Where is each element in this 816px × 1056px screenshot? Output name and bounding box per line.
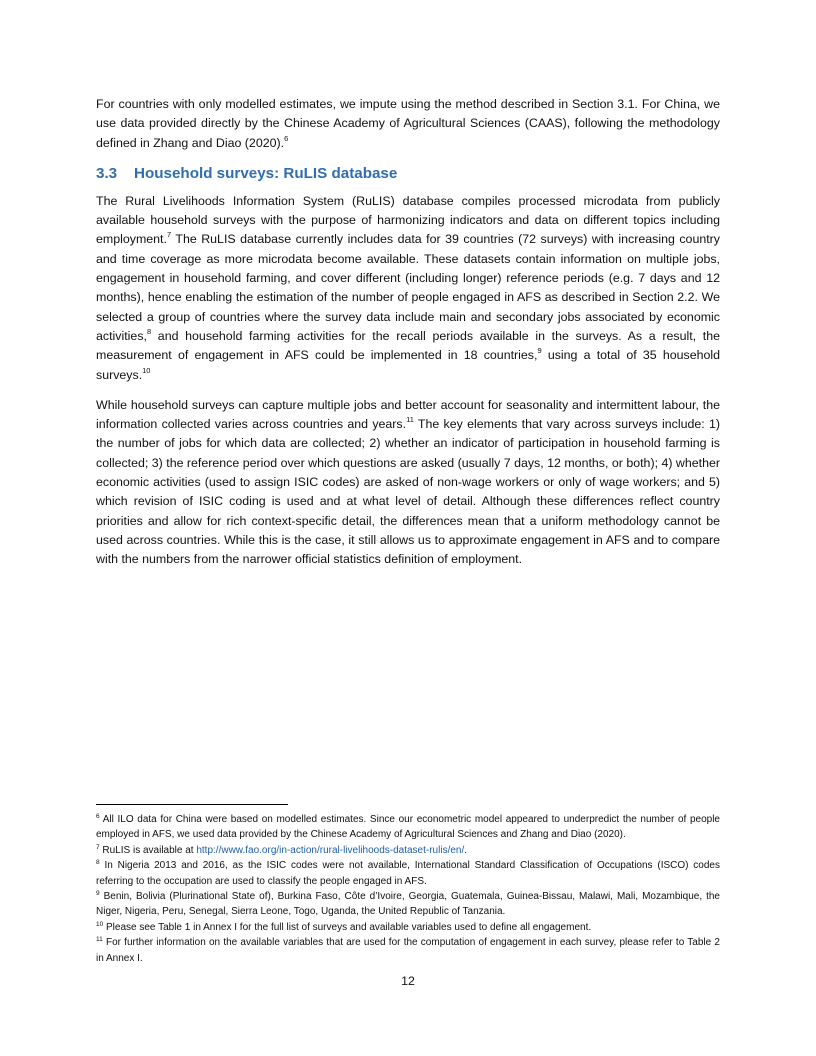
section-title: Household surveys: RuLIS database	[134, 164, 398, 182]
paragraph-china-imputation: For countries with only modelled estimates, we impute using the method described in Section 3.1. For China, we use data provided directly by the Chinese Academy of Agricultural Sciences (CAAS), following the methodology defined in Zhang and Diao (2020).$^6$	[96, 97, 720, 150]
footnote-6: $^6$ All ILO data for China were based on modelled estimates. Since our econometric model appeared to underpredict the number of people employed in AFS, we used data provided by the Chinese Academy of Agricultural Sciences and Zhang and Diao (2020).	[96, 813, 720, 841]
paragraph-survey-variation: While household surveys can capture multiple jobs and better account for seasonality and intermittent labour, the information collected varies across countries and years.$^{11}$ The key elements that vary across surveys include: 1) the number of jobs for which data are collected; 2) whether an indicator of participation in household farming is collected; 3) the reference period over which questions are asked (usually 7 days, 12 months, or both); 4) whether economic activities (used to assign ISIC codes) are asked of non-wage workers or only of wage workers; and 5) which revision of ISIC coding is used and at what level of detail. Although these differences reflect country priorities and allow for rich context-specific detail, the differences mean that a uniform methodology cannot be used across countries. While this is the case, it still allows us to approximate engagement in AFS and to compare with the numbers from the narrower official statistics definition of employment.	[96, 397, 720, 567]
footnote-ref-9[interactable]: 9	[537, 346, 542, 356]
footnote-9: $^9$ Benin, Bolivia (Plurinational State of), Burkina Faso, Côte d’Ivoire, Georgia, Guatemala, Guinea-Bissau, Malawi, Mali, Mozambique, the Niger, Nigeria, Peru, Senegal, Sierra Leone, Togo, Uganda, the United Republic of Tanzania.	[96, 890, 720, 918]
section-heading	[96, 164, 720, 184]
footnote-7: $^7$ RuLIS is available at http://www.fao.org/in-action/rural-livelihoods-dataset-rulis/en/.	[96, 843, 468, 856]
footnote-ref-7[interactable]: 7	[166, 230, 172, 240]
footnote-8: $^8$ In Nigeria 2013 and 2016, as the ISIC codes were not available, International Standard Classification of Occupations (ISCO) codes referring to the occupation are used to classify the people engaged in AFS.	[96, 859, 720, 887]
paragraph-rulis-database: The Rural Livelihoods Information System (RuLIS) database compiles processed microdata from publicly available household surveys with the purpose of harmonizing indicators and data on different topics including employment.$^7$ The RuLIS database currently includes data for 39 countries (72 surveys) with increasing country and time coverage as more microdata become available. These datasets contain information on multiple jobs, engagement in household farming, and cover different (including longer) reference periods (e.g. 7 days and 12 months), hence enabling the estimation of the number of people engaged in AFS as described in Section 2.2. We selected a group of countries where the survey data include main and secondary jobs associated by economic activities,$^8$ and household farming activities for the recall periods available in the surveys. As a result, the measurement of engagement in AFS could be implemented in 18 countries,$^9$ using a total of 35 household surveys.$^{10}$	[96, 193, 721, 382]
footnote-separator	[96, 804, 288, 805]
footnotes	[96, 812, 720, 966]
footnote-11: $^{11}$ For further information on the available variables that are used for the computation of engagement in each survey, please refer to Table 2 in Annex I.	[96, 936, 720, 964]
footnote-ref-10[interactable]: 10	[142, 365, 151, 375]
footnote-ref-6[interactable]: 6	[284, 133, 289, 143]
section-number: 3.3	[96, 164, 118, 182]
rulis-link[interactable]: http://www.fao.org/in-action/rural-livelihoods-dataset-rulis/en/	[196, 844, 465, 856]
footnote-ref-8[interactable]: 8	[146, 326, 152, 336]
footnote-ref-11[interactable]: 11	[406, 415, 414, 425]
footnote-10: $^{10}$ Please see Table 1 in Annex I for the full list of surveys and available variables used to define all engagement.	[96, 920, 592, 933]
page-body	[96, 95, 720, 581]
page-number: 12	[401, 974, 415, 988]
